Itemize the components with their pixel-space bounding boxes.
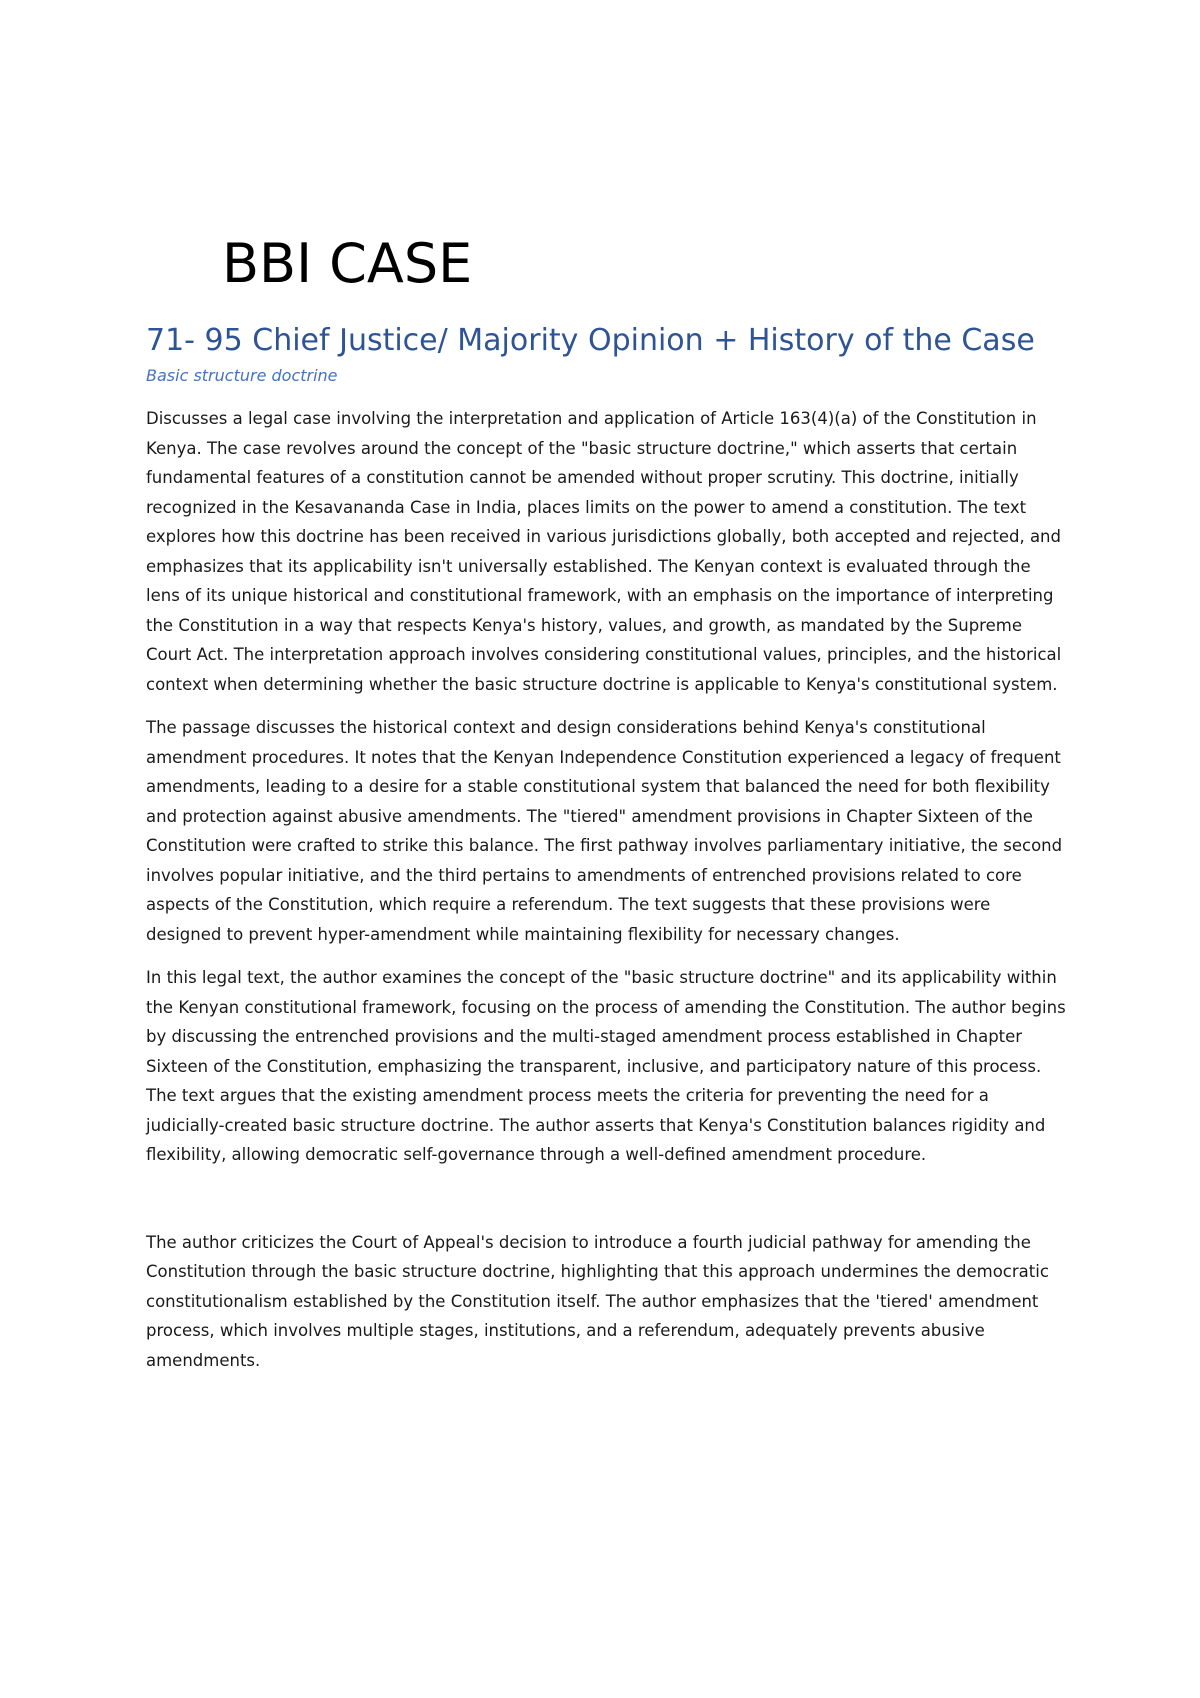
section-subtitle: Basic structure doctrine (146, 366, 338, 385)
paragraph-1: Discusses a legal case involving the interpretation and application of Article 163(4)(a) of the Constitution in Kenya. The case revolves around the concept of the "basic structure doctrine," which asserts that certain fundamental features of a constitution cannot be amended without proper scrutiny. This doctrine, initially recognized in the Kesavananda Case in India, places limits on the power to amend a constitution. The text explores how this doctrine has been received in various jurisdictions globally, both accepted and rejected, and emphasizes that its applicability isn't universally established. The Kenyan context is evaluated through the lens of its unique historical and constitutional framework, with an emphasis on the importance of interpreting the Constitution in a way that respects Kenya's history, values, and growth, as mandated by the Supreme Court Act. The interpretation approach involves considering constitutional values, principles, and the historical context when determining whether the basic structure doctrine is applicable to Kenya's constitutional system. (146, 409, 1062, 694)
document-body (146, 322, 1066, 1375)
paragraph-3: In this legal text, the author examines the concept of the "basic structure doctrine" and its applicability within the Kenyan constitutional framework, focusing on the process of amending the Constitution. The author begins by discussing the entrenched provisions and the multi-staged amendment process established in Chapter Sixteen of the Constitution, emphasizing the transparent, inclusive, and participatory nature of this process. The text argues that the existing amendment process meets the criteria for preventing the need for a judicially-created basic structure doctrine. The author asserts that Kenya's Constitution balances rigidity and flexibility, allowing democratic self-governance through a well-defined amendment procedure. (146, 968, 1066, 1164)
paragraph-2: The passage discusses the historical context and design considerations behind Kenya's constitutional amendment procedures. It notes that the Kenyan Independence Constitution experienced a legacy of frequent amendments, leading to a desire for a stable constitutional system that balanced the need for both flexibility and protection against abusive amendments. The "tiered" amendment provisions in Chapter Sixteen of the Constitution were crafted to strike this balance. The first pathway involves parliamentary initiative, the second involves popular initiative, and the third pertains to amendments of entrenched provisions related to core aspects of the Constitution, which require a referendum. The text suggests that these provisions were designed to prevent hyper-amendment while maintaining flexibility for necessary changes. (146, 718, 1063, 944)
document-title: BBI CASE (222, 232, 473, 295)
section-heading: 71- 95 Chief Justice/ Majority Opinion + History of the Case (146, 323, 1035, 358)
paragraph-4: The author criticizes the Court of Appeal's decision to introduce a fourth judicial pathway for amending the Constitution through the basic structure doctrine, highlighting that this approach undermines the democratic constitutionalism established by the Constitution itself. The author emphasizes that the 'tiered' amendment process, which involves multiple stages, institutions, and a referendum, adequately prevents abusive amendments. (146, 1232, 1049, 1370)
